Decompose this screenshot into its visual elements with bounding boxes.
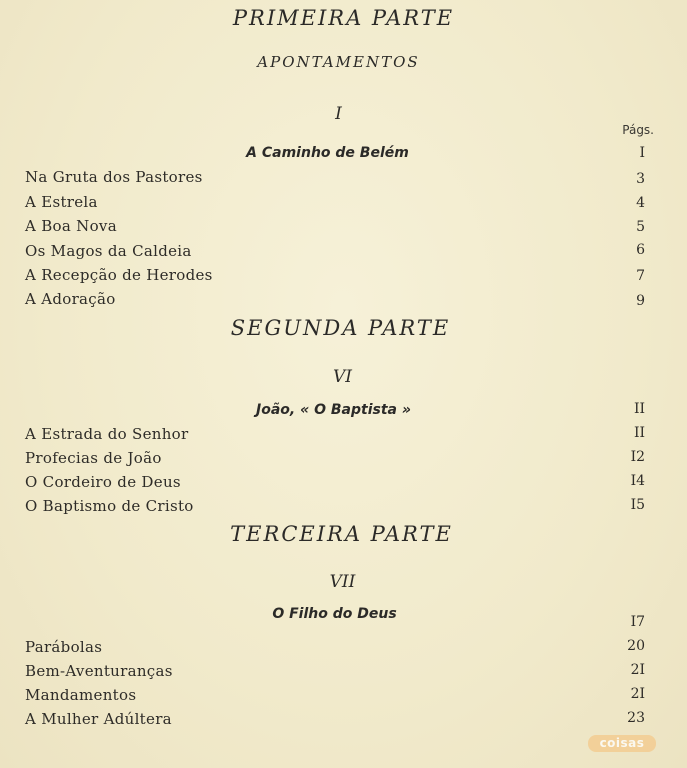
pages-column-header: Págs. [622,123,654,137]
toc-page-number: 20 [627,638,645,654]
chapter-title: A Caminho de Belém [246,145,409,161]
toc-entry: A Recepção de Herodes [25,266,213,284]
toc-page-number: 2I [630,662,645,678]
part-title-segunda: SEGUNDA PARTE [230,316,451,340]
toc-page-number: I2 [630,449,645,465]
toc-page-number: I5 [630,497,645,513]
toc-page-number: 23 [627,710,645,726]
chapter-page-number: I [639,145,645,161]
roman-numeral-vii: VII [329,572,356,592]
roman-numeral-i: I [335,104,342,124]
toc-page-number: 9 [636,293,645,309]
chapter-page-number: I7 [630,614,645,630]
toc-page-number: 6 [636,242,645,258]
toc-entry: O Cordeiro de Deus [25,473,181,491]
toc-page-number: 2I [630,686,645,702]
toc-page-number: 3 [636,171,645,187]
toc-entry: Bem-Aventuranças [25,662,173,680]
toc-entry: A Adoração [25,290,116,308]
toc-entry: A Estrela [25,193,98,211]
watermark-logo: coisas [588,735,656,752]
toc-page-number: 4 [636,195,645,211]
roman-numeral-vi: VI [333,367,352,387]
part-title-primeira: PRIMEIRA PARTE [232,6,455,30]
toc-entry: Mandamentos [25,686,137,704]
part-title-terceira: TERCEIRA PARTE [230,522,453,546]
chapter-title: O Filho do Deus [272,606,397,622]
toc-entry: Parábolas [25,638,103,656]
toc-page-number: 7 [636,268,645,284]
toc-entry: A Estrada do Senhor [25,425,189,443]
toc-entry: Na Gruta dos Pastores [25,168,203,186]
chapter-page-number: II [633,401,645,417]
toc-page-number: I4 [630,473,645,489]
chapter-title: João, « O Baptista » [256,402,411,418]
toc-entry: O Baptismo de Cristo [25,497,194,515]
toc-entry: Os Magos da Caldeia [25,242,192,260]
toc-page-number: II [633,425,645,441]
toc-entry: A Boa Nova [25,217,117,235]
part-subtitle-apontamentos: APONTAMENTOS [257,53,420,71]
toc-page-number: 5 [636,219,645,235]
toc-entry: A Mulher Adúltera [25,710,172,728]
toc-entry: Profecias de João [25,449,162,467]
